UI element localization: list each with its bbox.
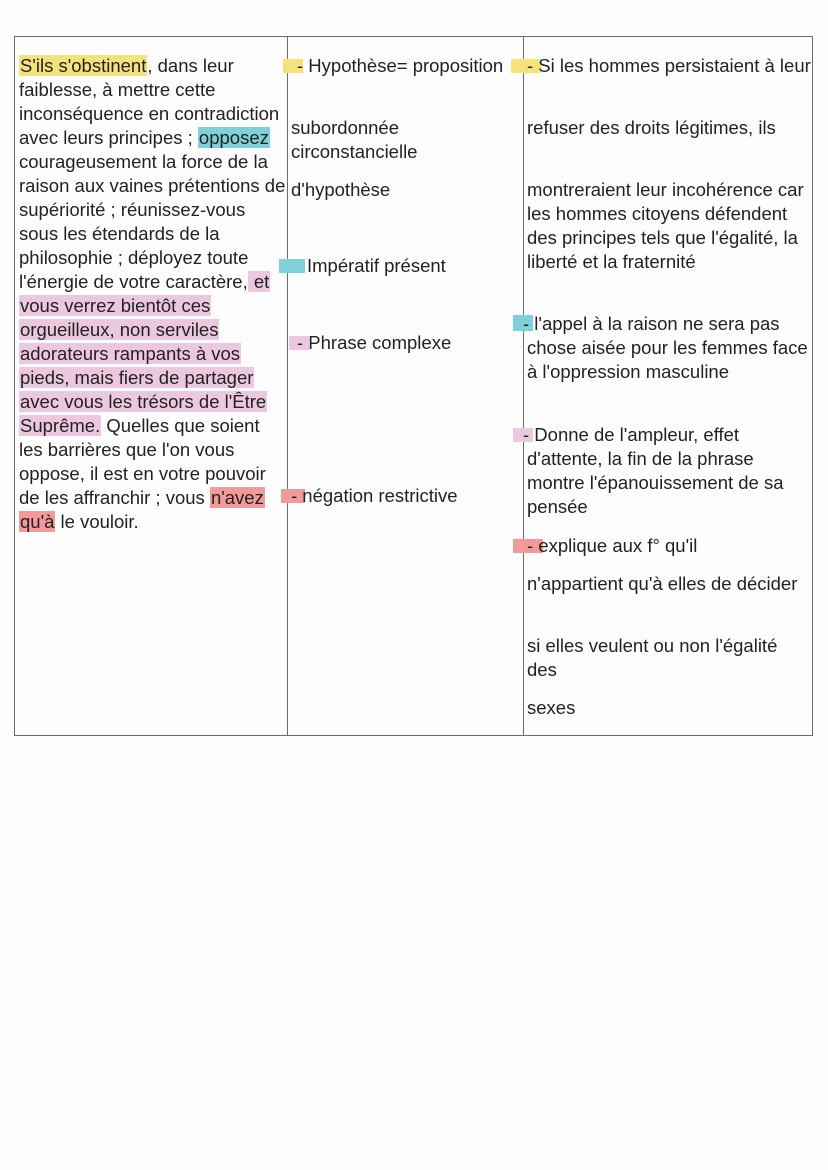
note-hypothesis: - Si les hommes persistaient à leur	[527, 54, 811, 78]
highlight-hypothesis: S'ils s'obstinent	[20, 55, 147, 76]
source-text-part: le vouloir.	[55, 511, 139, 532]
note-restrictive-negation-3: si elles veulent ou non l'égalité des	[527, 635, 778, 680]
source-text-part: , dans leur faiblesse, à mettre cette inconséquence en contradiction avec leurs principes ;	[19, 55, 280, 148]
highlight-restrictive-negation: n'avez qu'à	[20, 487, 264, 532]
label-restrictive-negation: - négation restrictive	[291, 484, 519, 508]
analysis-table	[14, 36, 813, 736]
highlight-complex-sentence: et vous verrez bientôt ces orgueilleux, non serviles adorateurs rampants à vos pieds, mais fiers de partager avec vous les trésors de l'Être Suprême.	[20, 271, 270, 436]
column-divider-2	[523, 37, 524, 735]
note-restrictive-negation: - explique aux f° qu'il	[527, 534, 811, 558]
source-text-part: Quelles que soient les barrières que l'on vous oppose, il est en votre pouvoir de les affranchir ; vous	[19, 415, 266, 508]
label-complex-sentence: - Phrase complexe	[291, 331, 519, 355]
note-restrictive-negation-4: sexes	[527, 697, 576, 718]
blue-marker	[279, 259, 305, 273]
source-text-column	[19, 54, 287, 534]
column-divider-1	[287, 37, 288, 735]
source-text-part: courageusement la force de la raison aux vaines prétentions de supériorité ; réunissez-vous sous les étendards de la philosophie ; déployez toute l'énergie de votre caractère,	[19, 151, 286, 292]
note-hypothesis-3: montreraient leur incohérence car les hommes citoyens défendent des principes tels que l'égalité, la liberté et la fraternité	[527, 179, 804, 272]
label-hypothesis-continued: d'hypothèse	[291, 179, 391, 200]
note-restrictive-negation-2: n'appartient qu'à elles de décider	[527, 573, 798, 594]
label-hypothesis: - Hypothèse= proposition	[291, 54, 519, 78]
label-imperative: Impératif présent	[291, 254, 519, 278]
note-complex-sentence: - Donne de l'ampleur, effet d'attente, la fin de la phrase montre l'épanouissement de sa pensée	[527, 423, 811, 519]
note-hypothesis-2: refuser des droits légitimes, ils	[527, 117, 776, 138]
note-imperative: - l'appel à la raison ne sera pas chose aisée pour les femmes face à l'oppression masculine	[527, 312, 811, 384]
label-subordinate: subordonnée circonstancielle	[291, 117, 418, 162]
highlight-imperative: opposez	[198, 127, 269, 148]
